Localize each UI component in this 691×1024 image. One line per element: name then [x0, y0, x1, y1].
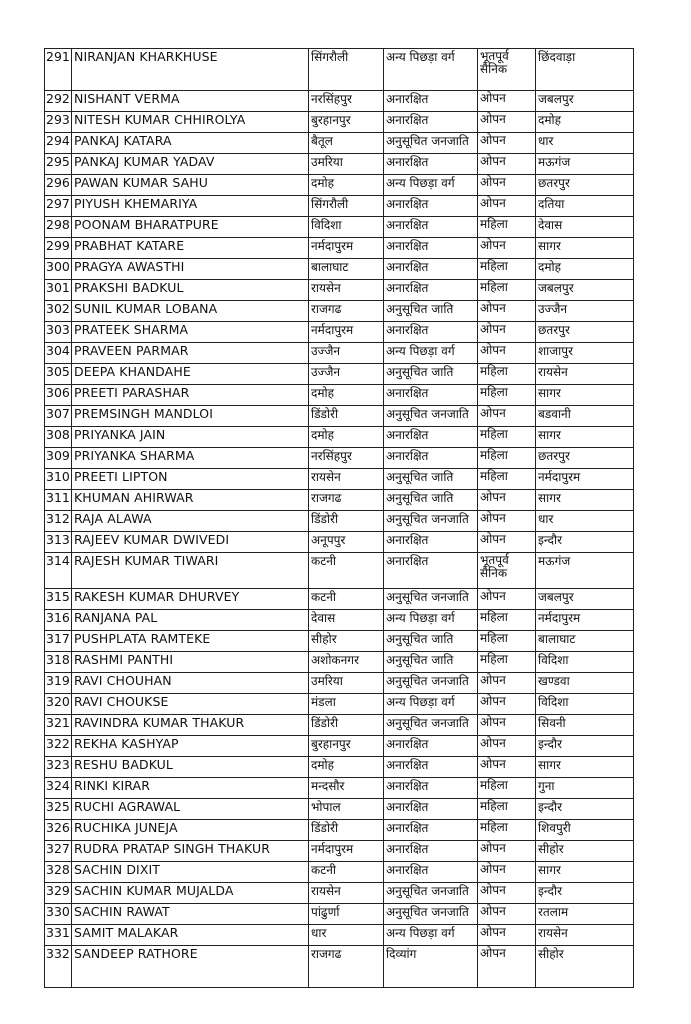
- category-cell: अनारक्षित: [384, 322, 478, 343]
- posting-district-cell: धार: [536, 133, 634, 154]
- posting-district-cell: सीहोर: [536, 946, 634, 988]
- serial-number-cell: 316: [45, 610, 72, 631]
- candidate-name-cell: SACHIN KUMAR MUJALDA: [72, 883, 309, 904]
- table-row: [45, 652, 634, 673]
- serial-number-cell: 319: [45, 673, 72, 694]
- district-cell: बुरहानपुर: [309, 736, 384, 757]
- quota-type-cell: ओपन: [478, 175, 536, 196]
- posting-district-cell: जबलपुर: [536, 91, 634, 112]
- table-row: [45, 610, 634, 631]
- district-cell: रायसेन: [309, 280, 384, 301]
- district-cell: डिंडोरी: [309, 511, 384, 532]
- candidate-table-body: [45, 49, 634, 988]
- quota-type-cell: महिला: [478, 778, 536, 799]
- quota-type-cell: महिला: [478, 427, 536, 448]
- quota-type-cell: ओपन: [478, 862, 536, 883]
- posting-district-cell: सागर: [536, 490, 634, 511]
- category-cell: अनुसूचित जनजाति: [384, 133, 478, 154]
- district-cell: राजगढ: [309, 301, 384, 322]
- district-cell: मंडला: [309, 694, 384, 715]
- quota-type-cell: महिला: [478, 385, 536, 406]
- candidate-name-cell: PRABHAT KATARE: [72, 238, 309, 259]
- district-cell: बालाघाट: [309, 259, 384, 280]
- serial-number-cell: 328: [45, 862, 72, 883]
- table-row: [45, 532, 634, 553]
- table-row: [45, 49, 634, 91]
- district-cell: बुरहानपुर: [309, 112, 384, 133]
- candidate-name-cell: PANKAJ KUMAR YADAV: [72, 154, 309, 175]
- quota-type-cell: महिला: [478, 631, 536, 652]
- posting-district-cell: सागर: [536, 238, 634, 259]
- quota-type-cell: ओपन: [478, 154, 536, 175]
- quota-type-cell: महिला: [478, 652, 536, 673]
- district-cell: अशोकनगर: [309, 652, 384, 673]
- category-cell: अनुसूचित जाति: [384, 631, 478, 652]
- quota-type-cell: ओपन: [478, 589, 536, 610]
- candidate-name-cell: PRAKSHI BADKUL: [72, 280, 309, 301]
- posting-district-cell: विदिशा: [536, 652, 634, 673]
- category-cell: अनारक्षित: [384, 196, 478, 217]
- serial-number-cell: 301: [45, 280, 72, 301]
- posting-district-cell: जबलपुर: [536, 280, 634, 301]
- table-row: [45, 841, 634, 862]
- district-cell: भोपाल: [309, 799, 384, 820]
- posting-district-cell: रायसेन: [536, 925, 634, 946]
- quota-type-cell: महिला: [478, 820, 536, 841]
- table-row: [45, 799, 634, 820]
- quota-type-cell: ओपन: [478, 925, 536, 946]
- district-cell: सिंगरौली: [309, 49, 384, 91]
- serial-number-cell: 310: [45, 469, 72, 490]
- serial-number-cell: 303: [45, 322, 72, 343]
- district-cell: पांढुर्णा: [309, 904, 384, 925]
- quota-type-cell: महिला: [478, 469, 536, 490]
- posting-district-cell: मऊगंज: [536, 154, 634, 175]
- district-cell: राजगढ: [309, 490, 384, 511]
- posting-district-cell: दतिया: [536, 196, 634, 217]
- district-cell: देवास: [309, 610, 384, 631]
- quota-type-cell: महिला: [478, 259, 536, 280]
- posting-district-cell: उज्जैन: [536, 301, 634, 322]
- table-row: [45, 820, 634, 841]
- table-row: [45, 133, 634, 154]
- candidate-name-cell: NIRANJAN KHARKHUSE: [72, 49, 309, 91]
- candidate-name-cell: RAJA ALAWA: [72, 511, 309, 532]
- candidate-name-cell: RAJEEV KUMAR DWIVEDI: [72, 532, 309, 553]
- quota-type-cell: महिला: [478, 610, 536, 631]
- serial-number-cell: 295: [45, 154, 72, 175]
- table-row: [45, 631, 634, 652]
- posting-district-cell: इन्दौर: [536, 883, 634, 904]
- table-row: [45, 196, 634, 217]
- category-cell: अनारक्षित: [384, 799, 478, 820]
- posting-district-cell: शिवपुरी: [536, 820, 634, 841]
- candidate-name-cell: PREETI LIPTON: [72, 469, 309, 490]
- quota-type-cell: ओपन: [478, 715, 536, 736]
- serial-number-cell: 332: [45, 946, 72, 988]
- table-row: [45, 778, 634, 799]
- table-row: [45, 406, 634, 427]
- table-row: [45, 715, 634, 736]
- posting-district-cell: इन्दौर: [536, 799, 634, 820]
- category-cell: अनुसूचित जाति: [384, 364, 478, 385]
- category-cell: अनुसूचित जाति: [384, 301, 478, 322]
- posting-district-cell: दमोह: [536, 112, 634, 133]
- district-cell: उज्जैन: [309, 364, 384, 385]
- category-cell: अनारक्षित: [384, 238, 478, 259]
- serial-number-cell: 313: [45, 532, 72, 553]
- serial-number-cell: 327: [45, 841, 72, 862]
- quota-type-cell: ओपन: [478, 736, 536, 757]
- quota-type-cell: ओपन: [478, 238, 536, 259]
- posting-district-cell: बडवानी: [536, 406, 634, 427]
- serial-number-cell: 321: [45, 715, 72, 736]
- table-row: [45, 427, 634, 448]
- serial-number-cell: 312: [45, 511, 72, 532]
- category-cell: अनुसूचित जनजाति: [384, 511, 478, 532]
- posting-district-cell: इन्दौर: [536, 532, 634, 553]
- category-cell: अनारक्षित: [384, 427, 478, 448]
- district-cell: सीहोर: [309, 631, 384, 652]
- serial-number-cell: 311: [45, 490, 72, 511]
- candidate-name-cell: SANDEEP RATHORE: [72, 946, 309, 988]
- district-cell: डिंडोरी: [309, 406, 384, 427]
- quota-type-cell: ओपन: [478, 490, 536, 511]
- district-cell: कटनी: [309, 862, 384, 883]
- candidate-name-cell: PREETI PARASHAR: [72, 385, 309, 406]
- posting-district-cell: धार: [536, 511, 634, 532]
- category-cell: अन्य पिछड़ा वर्ग: [384, 610, 478, 631]
- district-cell: नर्मदापुरम: [309, 238, 384, 259]
- quota-type-cell: भूतपूर्व सैनिक: [478, 49, 536, 91]
- district-cell: रायसेन: [309, 469, 384, 490]
- quota-type-cell: महिला: [478, 364, 536, 385]
- candidate-name-cell: SUNIL KUMAR LOBANA: [72, 301, 309, 322]
- quota-type-cell: ओपन: [478, 883, 536, 904]
- posting-district-cell: बालाघाट: [536, 631, 634, 652]
- candidate-name-cell: RUCHI AGRAWAL: [72, 799, 309, 820]
- serial-number-cell: 326: [45, 820, 72, 841]
- district-cell: मन्दसौर: [309, 778, 384, 799]
- quota-type-cell: ओपन: [478, 343, 536, 364]
- quota-type-cell: ओपन: [478, 196, 536, 217]
- posting-district-cell: छतरपुर: [536, 448, 634, 469]
- district-cell: धार: [309, 925, 384, 946]
- candidate-name-cell: PRAGYA AWASTHI: [72, 259, 309, 280]
- serial-number-cell: 298: [45, 217, 72, 238]
- posting-district-cell: रायसेन: [536, 364, 634, 385]
- serial-number-cell: 305: [45, 364, 72, 385]
- candidate-name-cell: RAVI CHOUHAN: [72, 673, 309, 694]
- table-row: [45, 757, 634, 778]
- category-cell: अनारक्षित: [384, 154, 478, 175]
- candidate-name-cell: PRAVEEN PARMAR: [72, 343, 309, 364]
- serial-number-cell: 318: [45, 652, 72, 673]
- posting-district-cell: खण्डवा: [536, 673, 634, 694]
- posting-district-cell: छतरपुर: [536, 175, 634, 196]
- serial-number-cell: 297: [45, 196, 72, 217]
- table-row: [45, 385, 634, 406]
- serial-number-cell: 292: [45, 91, 72, 112]
- candidate-name-cell: RUCHIKA JUNEJA: [72, 820, 309, 841]
- candidate-name-cell: RAVI CHOUKSE: [72, 694, 309, 715]
- candidate-name-cell: KHUMAN AHIRWAR: [72, 490, 309, 511]
- quota-type-cell: ओपन: [478, 322, 536, 343]
- candidate-name-cell: RAKESH KUMAR DHURVEY: [72, 589, 309, 610]
- candidate-name-cell: POONAM BHARATPURE: [72, 217, 309, 238]
- candidate-name-cell: RAVINDRA KUMAR THAKUR: [72, 715, 309, 736]
- category-cell: अनुसूचित जनजाति: [384, 715, 478, 736]
- category-cell: अनुसूचित जनजाति: [384, 673, 478, 694]
- serial-number-cell: 331: [45, 925, 72, 946]
- category-cell: अनारक्षित: [384, 91, 478, 112]
- table-row: [45, 736, 634, 757]
- table-row: [45, 946, 634, 988]
- category-cell: अनारक्षित: [384, 820, 478, 841]
- table-row: [45, 301, 634, 322]
- table-row: [45, 154, 634, 175]
- posting-district-cell: सागर: [536, 862, 634, 883]
- table-row: [45, 673, 634, 694]
- serial-number-cell: 294: [45, 133, 72, 154]
- candidate-name-cell: RASHMI PANTHI: [72, 652, 309, 673]
- table-row: [45, 259, 634, 280]
- district-cell: उमरिया: [309, 154, 384, 175]
- candidate-name-cell: PREMSINGH MANDLOI: [72, 406, 309, 427]
- candidate-name-cell: NISHANT VERMA: [72, 91, 309, 112]
- quota-type-cell: ओपन: [478, 841, 536, 862]
- posting-district-cell: सागर: [536, 757, 634, 778]
- candidate-name-cell: SAMIT MALAKAR: [72, 925, 309, 946]
- quota-type-cell: महिला: [478, 217, 536, 238]
- candidate-name-cell: REKHA KASHYAP: [72, 736, 309, 757]
- posting-district-cell: छिंदवाड़ा: [536, 49, 634, 91]
- category-cell: अनारक्षित: [384, 385, 478, 406]
- quota-type-cell: ओपन: [478, 673, 536, 694]
- serial-number-cell: 307: [45, 406, 72, 427]
- quota-type-cell: महिला: [478, 448, 536, 469]
- district-cell: विदिशा: [309, 217, 384, 238]
- candidate-name-cell: RAJESH KUMAR TIWARI: [72, 553, 309, 589]
- district-cell: नरसिंहपुर: [309, 448, 384, 469]
- table-row: [45, 91, 634, 112]
- category-cell: अन्य पिछड़ा वर्ग: [384, 925, 478, 946]
- serial-number-cell: 315: [45, 589, 72, 610]
- category-cell: अनुसूचित जनजाति: [384, 589, 478, 610]
- district-cell: दमोह: [309, 175, 384, 196]
- district-cell: बैतूल: [309, 133, 384, 154]
- serial-number-cell: 314: [45, 553, 72, 589]
- category-cell: अनुसूचित जनजाति: [384, 406, 478, 427]
- district-cell: डिंडोरी: [309, 820, 384, 841]
- candidate-name-cell: PANKAJ KATARA: [72, 133, 309, 154]
- district-cell: डिंडोरी: [309, 715, 384, 736]
- serial-number-cell: 293: [45, 112, 72, 133]
- posting-district-cell: सीहोर: [536, 841, 634, 862]
- candidate-list-sheet: [44, 48, 633, 988]
- posting-district-cell: रतलाम: [536, 904, 634, 925]
- district-cell: नरसिंहपुर: [309, 91, 384, 112]
- category-cell: अन्य पिछड़ा वर्ग: [384, 49, 478, 91]
- category-cell: अनारक्षित: [384, 841, 478, 862]
- category-cell: अनुसूचित जनजाति: [384, 883, 478, 904]
- category-cell: अन्य पिछड़ा वर्ग: [384, 175, 478, 196]
- district-cell: राजगढ: [309, 946, 384, 988]
- table-row: [45, 511, 634, 532]
- posting-district-cell: सागर: [536, 427, 634, 448]
- quota-type-cell: ओपन: [478, 946, 536, 988]
- table-row: [45, 322, 634, 343]
- candidate-table: [44, 48, 634, 988]
- table-row: [45, 694, 634, 715]
- district-cell: सिंगरौली: [309, 196, 384, 217]
- quota-type-cell: ओपन: [478, 112, 536, 133]
- table-row: [45, 175, 634, 196]
- category-cell: अनारक्षित: [384, 259, 478, 280]
- serial-number-cell: 322: [45, 736, 72, 757]
- district-cell: नर्मदापुरम: [309, 322, 384, 343]
- district-cell: उज्जैन: [309, 343, 384, 364]
- serial-number-cell: 304: [45, 343, 72, 364]
- quota-type-cell: ओपन: [478, 133, 536, 154]
- serial-number-cell: 309: [45, 448, 72, 469]
- quota-type-cell: ओपन: [478, 91, 536, 112]
- category-cell: अनारक्षित: [384, 553, 478, 589]
- category-cell: अनारक्षित: [384, 280, 478, 301]
- table-row: [45, 238, 634, 259]
- category-cell: अनुसूचित जाति: [384, 652, 478, 673]
- serial-number-cell: 329: [45, 883, 72, 904]
- district-cell: कटनी: [309, 589, 384, 610]
- candidate-name-cell: DEEPA KHANDAHE: [72, 364, 309, 385]
- posting-district-cell: देवास: [536, 217, 634, 238]
- serial-number-cell: 330: [45, 904, 72, 925]
- category-cell: अनारक्षित: [384, 757, 478, 778]
- posting-district-cell: शाजापुर: [536, 343, 634, 364]
- table-row: [45, 343, 634, 364]
- category-cell: दिव्यांग: [384, 946, 478, 988]
- quota-type-cell: ओपन: [478, 757, 536, 778]
- quota-type-cell: ओपन: [478, 532, 536, 553]
- serial-number-cell: 325: [45, 799, 72, 820]
- district-cell: दमोह: [309, 385, 384, 406]
- quota-type-cell: महिला: [478, 280, 536, 301]
- table-row: [45, 925, 634, 946]
- table-row: [45, 469, 634, 490]
- table-row: [45, 589, 634, 610]
- category-cell: अनुसूचित जाति: [384, 469, 478, 490]
- table-row: [45, 112, 634, 133]
- quota-type-cell: ओपन: [478, 904, 536, 925]
- district-cell: दमोह: [309, 427, 384, 448]
- candidate-name-cell: SACHIN DIXIT: [72, 862, 309, 883]
- category-cell: अनारक्षित: [384, 778, 478, 799]
- posting-district-cell: मऊगंज: [536, 553, 634, 589]
- table-row: [45, 862, 634, 883]
- table-row: [45, 280, 634, 301]
- candidate-name-cell: PUSHPLATA RAMTEKE: [72, 631, 309, 652]
- category-cell: अनारक्षित: [384, 448, 478, 469]
- candidate-name-cell: PRIYANKA JAIN: [72, 427, 309, 448]
- category-cell: अनारक्षित: [384, 862, 478, 883]
- quota-type-cell: ओपन: [478, 694, 536, 715]
- category-cell: अन्य पिछड़ा वर्ग: [384, 694, 478, 715]
- candidate-name-cell: RANJANA PAL: [72, 610, 309, 631]
- posting-district-cell: छतरपुर: [536, 322, 634, 343]
- table-row: [45, 364, 634, 385]
- candidate-name-cell: SACHIN RAWAT: [72, 904, 309, 925]
- quota-type-cell: ओपन: [478, 406, 536, 427]
- category-cell: अनारक्षित: [384, 532, 478, 553]
- posting-district-cell: सागर: [536, 385, 634, 406]
- table-row: [45, 217, 634, 238]
- category-cell: अनारक्षित: [384, 112, 478, 133]
- serial-number-cell: 320: [45, 694, 72, 715]
- table-row: [45, 883, 634, 904]
- category-cell: अनारक्षित: [384, 736, 478, 757]
- candidate-name-cell: NITESH KUMAR CHHIROLYA: [72, 112, 309, 133]
- serial-number-cell: 302: [45, 301, 72, 322]
- district-cell: कटनी: [309, 553, 384, 589]
- quota-type-cell: ओपन: [478, 511, 536, 532]
- candidate-name-cell: RINKI KIRAR: [72, 778, 309, 799]
- serial-number-cell: 296: [45, 175, 72, 196]
- table-row: [45, 448, 634, 469]
- candidate-name-cell: PRATEEK SHARMA: [72, 322, 309, 343]
- candidate-name-cell: PIYUSH KHEMARIYA: [72, 196, 309, 217]
- serial-number-cell: 323: [45, 757, 72, 778]
- serial-number-cell: 306: [45, 385, 72, 406]
- candidate-name-cell: RUDRA PRATAP SINGH THAKUR: [72, 841, 309, 862]
- posting-district-cell: जबलपुर: [536, 589, 634, 610]
- posting-district-cell: सिवनी: [536, 715, 634, 736]
- quota-type-cell: भूतपूर्व सैनिक: [478, 553, 536, 589]
- quota-type-cell: ओपन: [478, 301, 536, 322]
- district-cell: अनूपपुर: [309, 532, 384, 553]
- table-row: [45, 553, 634, 589]
- posting-district-cell: नर्मदापुरम: [536, 610, 634, 631]
- category-cell: अनुसूचित जाति: [384, 490, 478, 511]
- posting-district-cell: दमोह: [536, 259, 634, 280]
- candidate-name-cell: PAWAN KUMAR SAHU: [72, 175, 309, 196]
- serial-number-cell: 324: [45, 778, 72, 799]
- serial-number-cell: 308: [45, 427, 72, 448]
- category-cell: अन्य पिछड़ा वर्ग: [384, 343, 478, 364]
- table-row: [45, 904, 634, 925]
- posting-district-cell: इन्दौर: [536, 736, 634, 757]
- posting-district-cell: विदिशा: [536, 694, 634, 715]
- candidate-name-cell: PRIYANKA SHARMA: [72, 448, 309, 469]
- quota-type-cell: महिला: [478, 799, 536, 820]
- posting-district-cell: गुना: [536, 778, 634, 799]
- district-cell: दमोह: [309, 757, 384, 778]
- candidate-name-cell: RESHU BADKUL: [72, 757, 309, 778]
- serial-number-cell: 291: [45, 49, 72, 91]
- district-cell: नर्मदापुरम: [309, 841, 384, 862]
- posting-district-cell: नर्मदापुरम: [536, 469, 634, 490]
- serial-number-cell: 300: [45, 259, 72, 280]
- category-cell: अनारक्षित: [384, 217, 478, 238]
- district-cell: रायसेन: [309, 883, 384, 904]
- category-cell: अनुसूचित जनजाति: [384, 904, 478, 925]
- serial-number-cell: 299: [45, 238, 72, 259]
- table-row: [45, 490, 634, 511]
- serial-number-cell: 317: [45, 631, 72, 652]
- district-cell: उमरिया: [309, 673, 384, 694]
